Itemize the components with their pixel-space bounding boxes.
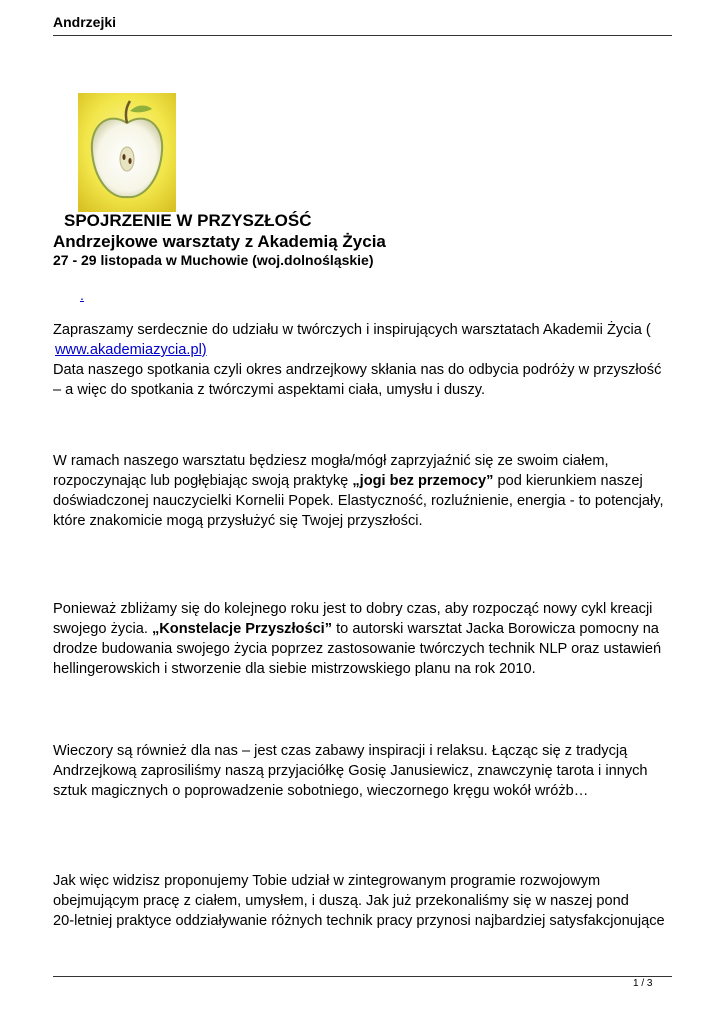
heading-date: 27 - 29 listopada w Muchowie (woj.dolnośląskie)	[53, 252, 374, 268]
paragraph-line: W ramach naszego warsztatu będziesz mogła/mógł zaprzyjaźnić się ze swoim ciałem,	[53, 453, 609, 469]
website-link[interactable]: www.akademiazycia.pl)	[55, 342, 207, 358]
paragraph-line: sztuk magicznych o poprowadzenie sobotniego, wieczornego kręgu wokół wróżb…	[53, 783, 589, 799]
footer-divider	[53, 976, 672, 977]
page-number: 1 / 3	[633, 978, 653, 989]
apple-icon	[78, 93, 176, 212]
dot-link[interactable]: .	[80, 287, 84, 303]
paragraph-line: obejmującym pracę z ciałem, umysłem, i duszą. Jak już przekonaliśmy się w naszej pond	[53, 893, 629, 909]
yoga-emphasis: „jogi bez przemocy”	[352, 473, 494, 489]
paragraph-line: Andrzejkową zaprosiliśmy naszą przyjaciółkę Gosię Janusiewicz, znawczynię tarota i innych	[53, 763, 648, 779]
document-title: Andrzejki	[53, 14, 117, 30]
paragraph-line: hellingerowskich i stworzenie dla siebie mistrzowskiego planu na rok 2010.	[53, 661, 536, 677]
paragraph-line: które znakomicie mogą przysłużyć się Twojej przyszłości.	[53, 513, 423, 529]
paragraph-line: Jak więc widzisz proponujemy Tobie udział w zintegrowanym programie rozwojowym	[53, 873, 601, 889]
header-divider	[53, 35, 672, 36]
paragraph-line: Wieczory są również dla nas – jest czas zabawy inspiracji i relaksu. Łącząc się z tradycją	[53, 743, 628, 759]
paragraph-line: drodze budowania swojego życia poprzez zastosowanie twórczych technik NLP oraz ustawień	[53, 641, 662, 657]
paragraph-line: 20-letniej praktyce oddziaływanie różnych technik pracy przynosi najbardziej satysfakcjonujące	[53, 913, 665, 929]
paragraph-constellations	[53, 599, 673, 679]
constellations-emphasis: „Konstelacje Przyszłości”	[151, 621, 333, 637]
paragraph-invitation	[53, 320, 673, 400]
paragraph-evenings	[53, 741, 673, 801]
heading-title: SPOJRZENIE W PRZYSZŁOŚĆ	[64, 211, 312, 230]
paragraph-line: – a więc do spotkania z twórczymi aspektami ciała, umysłu i duszy.	[53, 382, 486, 398]
paragraph-line: Ponieważ zbliżamy się do kolejnego roku jest to dobry czas, aby rozpocząć nowy cykl kreacji	[53, 601, 653, 617]
paragraph-text: rozpoczynając lub pogłębiając swoją praktykę	[53, 473, 353, 489]
paragraph-text: swojego życia.	[53, 621, 152, 637]
paragraph-program	[53, 871, 673, 931]
paragraph-line: Data naszego spotkania czyli okres andrzejkowy skłania nas do odbycia podróży w przyszłość	[53, 362, 662, 378]
paragraph-text: to autorski warsztat Jacka Borowicza pomocny na	[332, 621, 659, 637]
paragraph-line: Zapraszamy serdecznie do udziału w twórczych i inspirujących warsztatach Akademii Życia (	[53, 322, 651, 338]
paragraph-yoga	[53, 451, 673, 531]
paragraph-line: doświadczonej nauczycielki Kornelii Popek. Elastyczność, rozluźnienie, energia - to potencjały,	[53, 493, 664, 509]
paragraph-text: pod kierunkiem naszej	[493, 473, 643, 489]
heading-subtitle: Andrzejkowe warsztaty z Akademią Życia	[53, 232, 386, 251]
